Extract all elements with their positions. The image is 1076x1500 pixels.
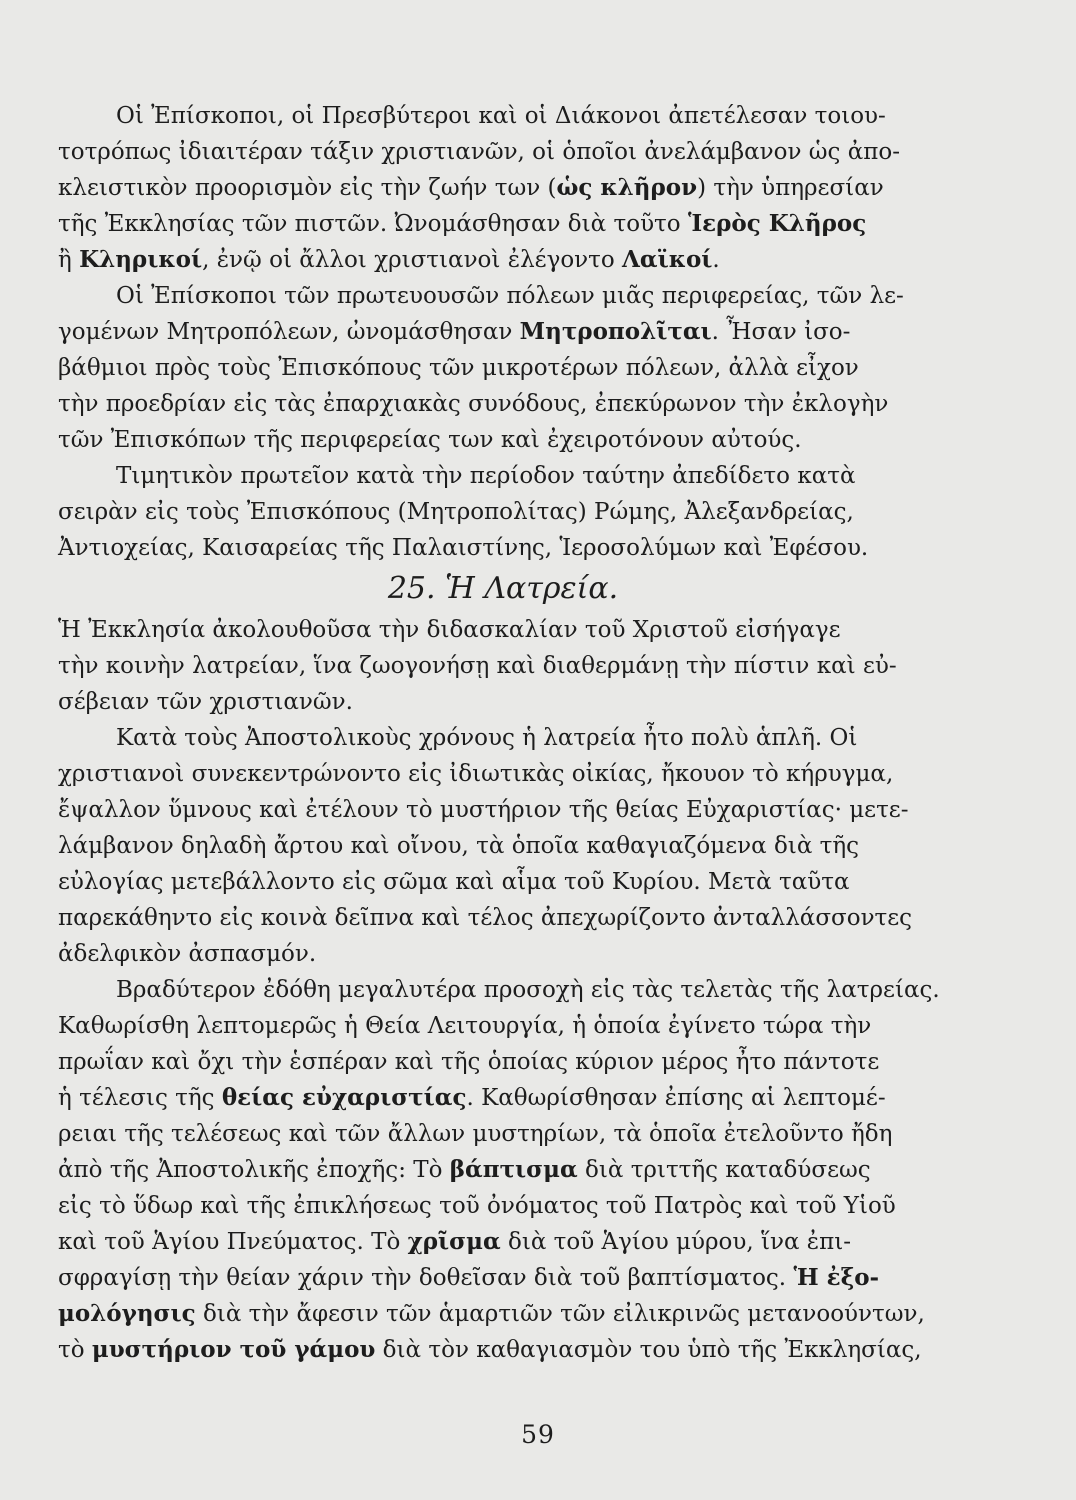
text-span: σειρὰν εἰς τοὺς Ἐπισκόπους (Μητροπολίτας) Ρώμης, Ἀλεξανδρείας, <box>58 499 854 525</box>
text-span: κλειστικὸν προορισμὸν εἰς τὴν ζωήν των ( <box>58 175 557 201</box>
text-span: Οἱ Ἐπίσκοποι, οἱ Πρεσβύτεροι καὶ οἱ Διάκονοι ἀπετέλεσαν τοιου- <box>116 103 886 129</box>
text-span: Ἡ Ἐκκλησία ἀκολουθοῦσα τὴν διδασκαλίαν τοῦ Χριστοῦ εἰσήγαγε <box>58 617 841 643</box>
text-span: διὰ τριττῆς καταδύσεως <box>577 1157 871 1183</box>
text-line <box>58 756 908 792</box>
page-number: 59 <box>521 1420 555 1449</box>
text-line <box>58 386 908 422</box>
text-span: Τιμητικὸν πρωτεῖον κατὰ τὴν περίοδον ταύτην ἀπεδίδετο κατὰ <box>116 463 856 489</box>
text-span: ρειαι τῆς τελέσεως καὶ τῶν ἄλλων μυστηρίων, τὰ ὁποῖα ἐτελοῦντο ἤδη <box>58 1121 893 1147</box>
text-span: ἀπὸ τῆς Ἀποστολικῆς ἐποχῆς: Τὸ <box>58 1157 450 1183</box>
text-line <box>58 1116 908 1152</box>
text-span: Κατὰ τοὺς Ἀποστολικοὺς χρόνους ἡ λατρεία ἦτο πολὺ ἁπλῆ. Οἱ <box>116 725 858 751</box>
text-line <box>58 422 908 458</box>
text-line <box>58 314 908 350</box>
text-span: πρωΐαν καὶ ὄχι τὴν ἑσπέραν καὶ τῆς ὁποίας κύριον μέρος ἦτο πάντοτε <box>58 1049 880 1075</box>
text-span: , ἐνῷ οἱ ἄλλοι χριστιανοὶ ἐλέγοντο <box>202 247 623 273</box>
text-line <box>58 206 908 242</box>
text-line <box>58 612 908 648</box>
text-span: βάθμιοι πρὸς τοὺς Ἐπισκόπους τῶν μικροτέρων πόλεων, ἀλλὰ εἶχον <box>58 355 859 381</box>
text-line <box>58 1224 908 1260</box>
text-span: λάμβανον δηλαδὴ ἄρτου καὶ οἴνου, τὰ ὁποῖα καθαγιαζόμενα διὰ τῆς <box>58 833 860 859</box>
text-span: χριστιανοὶ συνεκεντρώνοντο εἰς ἰδιωτικὰς οἰκίας, ἤκουον τὸ κήρυγμα, <box>58 761 894 787</box>
text-span: τὴν προεδρίαν εἰς τὰς ἐπαρχιακὰς συνόδους, ἐπεκύρωνον τὴν ἐκλογὴν <box>58 391 889 417</box>
text-span: Καθωρίσθη λεπτομερῶς ἡ Θεία Λειτουργία, ἡ ὁποία ἐγίνετο τώρα τὴν <box>58 1013 872 1039</box>
bold-term: ὡς κλῆρον <box>556 174 698 201</box>
text-line <box>58 828 908 864</box>
text-span: ἡ τέλεσις τῆς <box>58 1085 222 1111</box>
text-line <box>58 900 913 936</box>
text-span: διὰ τοῦ Ἁγίου μύρου, ἵνα ἐπι- <box>500 1229 852 1255</box>
text-span: Οἱ Ἐπίσκοποι τῶν πρωτευουσῶν πόλεων μιᾶς περιφερείας, τῶν λε- <box>116 283 904 309</box>
text-span: τοτρόπως ἰδιαιτέραν τάξιν χριστιανῶν, οἱ ὁποῖοι ἀνελάμβανον ὡς ἀπο- <box>58 139 901 165</box>
bold-term: Κληρικοί <box>79 246 203 273</box>
text-span: σέβειαν τῶν χριστιανῶν. <box>58 689 353 715</box>
text-span: τὴν κοινὴν λατρείαν, ἵνα ζωογονήσῃ καὶ διαθερμάνῃ τὴν πίστιν καὶ εὐ- <box>58 653 897 679</box>
paragraph <box>58 98 908 278</box>
text-span: ) τὴν ὑπηρεσίαν <box>697 175 884 201</box>
paragraph <box>58 278 908 458</box>
text-span: ἔψαλλον ὕμνους καὶ ἐτέλουν τὸ μυστήριον τῆς θείας Εὐχαριστίας· μετε- <box>58 797 909 823</box>
paragraph <box>58 972 940 1368</box>
text-span: . Καθωρίσθησαν ἐπίσης αἱ λεπτομέ- <box>466 1085 886 1111</box>
body-text <box>58 98 940 1368</box>
section-heading: 25. Ἡ Λατρεία. <box>387 571 619 606</box>
text-span: παρεκάθηντο εἰς κοινὰ δεῖπνα καὶ τέλος ἀπεχωρίζοντο ἀνταλλάσσοντες <box>58 905 913 931</box>
text-line <box>58 1008 908 1044</box>
bold-term: Ἡ ἐξο- <box>793 1264 880 1291</box>
text-line <box>58 350 908 386</box>
text-span: . <box>712 247 720 273</box>
text-span: . Ἦσαν ἰσο- <box>711 319 851 345</box>
text-line <box>58 170 908 206</box>
text-line <box>58 1152 908 1188</box>
paragraph <box>58 720 913 972</box>
text-line <box>58 530 908 566</box>
text-span: Βραδύτερον ἐδόθη μεγαλυτέρα προσοχὴ εἰς τὰς τελετὰς τῆς λατρείας. <box>116 977 940 1003</box>
bold-term: χρῖσμα <box>407 1228 501 1255</box>
text-line <box>58 242 908 278</box>
text-span: διὰ τὸν καθαγιασμὸν του ὑπὸ τῆς Ἐκκλησίας, <box>375 1337 922 1363</box>
text-line <box>58 648 908 684</box>
text-line <box>58 684 908 720</box>
text-span: ἢ <box>58 247 80 273</box>
text-line <box>58 1296 925 1332</box>
text-span: τῆς Ἐκκλησίας τῶν πιστῶν. Ὠνομάσθησαν διὰ τοῦτο <box>58 211 688 237</box>
text-line <box>58 792 908 828</box>
text-span: γομένων Μητροπόλεων, ὠνομάσθησαν <box>58 319 520 345</box>
text-line <box>58 720 908 756</box>
text-line <box>58 1332 922 1368</box>
text-span: σφραγίσῃ τὴν θείαν χάριν τὴν δοθεῖσαν διὰ τοῦ βαπτίσματος. <box>58 1265 794 1291</box>
text-line <box>58 494 908 530</box>
text-span: διὰ τὴν ἄφεσιν τῶν ἁμαρτιῶν τῶν εἰλικρινῶς μετανοούντων, <box>195 1301 925 1327</box>
paragraph <box>58 458 908 566</box>
bold-term: Μητροπολῖται <box>519 318 712 345</box>
bold-term: Λαϊκοί <box>622 246 713 273</box>
text-span: εὐλογίας μετεβάλλοντο εἰς σῶμα καὶ αἷμα τοῦ Κυρίου. Μετὰ ταῦτα <box>58 869 850 895</box>
bold-term: θείας εὐχαριστίας <box>221 1084 467 1111</box>
text-line <box>58 1044 908 1080</box>
text-span: τῶν Ἐπισκόπων τῆς περιφερείας των καὶ ἐχειροτόνουν αὐτούς. <box>58 427 802 453</box>
text-line <box>58 1188 908 1224</box>
text-span: ἀδελφικὸν ἀσπασμόν. <box>58 941 317 967</box>
text-line <box>58 278 908 314</box>
text-span: εἰς τὸ ὕδωρ καὶ τῆς ἐπικλήσεως τοῦ ὀνόματος τοῦ Πατρὸς καὶ τοῦ Υἱοῦ <box>58 1193 896 1219</box>
bold-term: Ἱερὸς Κλῆρος <box>687 210 867 237</box>
text-line <box>58 98 908 134</box>
bold-term: μολόγησις <box>58 1300 196 1327</box>
text-line <box>58 1080 908 1116</box>
text-span: τὸ <box>58 1337 92 1363</box>
text-span: Ἀντιοχείας, Καισαρείας τῆς Παλαιστίνης, Ἱεροσολύμων καὶ Ἐφέσου. <box>58 535 869 561</box>
text-line <box>58 972 940 1008</box>
bold-term: βάπτισμα <box>449 1156 578 1183</box>
text-line <box>58 1260 908 1296</box>
text-line <box>58 864 908 900</box>
text-line <box>58 134 908 170</box>
text-span: καὶ τοῦ Ἁγίου Πνεύματος. Τὸ <box>58 1229 408 1255</box>
paragraph <box>58 612 908 720</box>
text-line <box>58 458 908 494</box>
text-line <box>58 936 908 972</box>
bold-term: μυστήριον τοῦ γάμου <box>91 1336 376 1363</box>
